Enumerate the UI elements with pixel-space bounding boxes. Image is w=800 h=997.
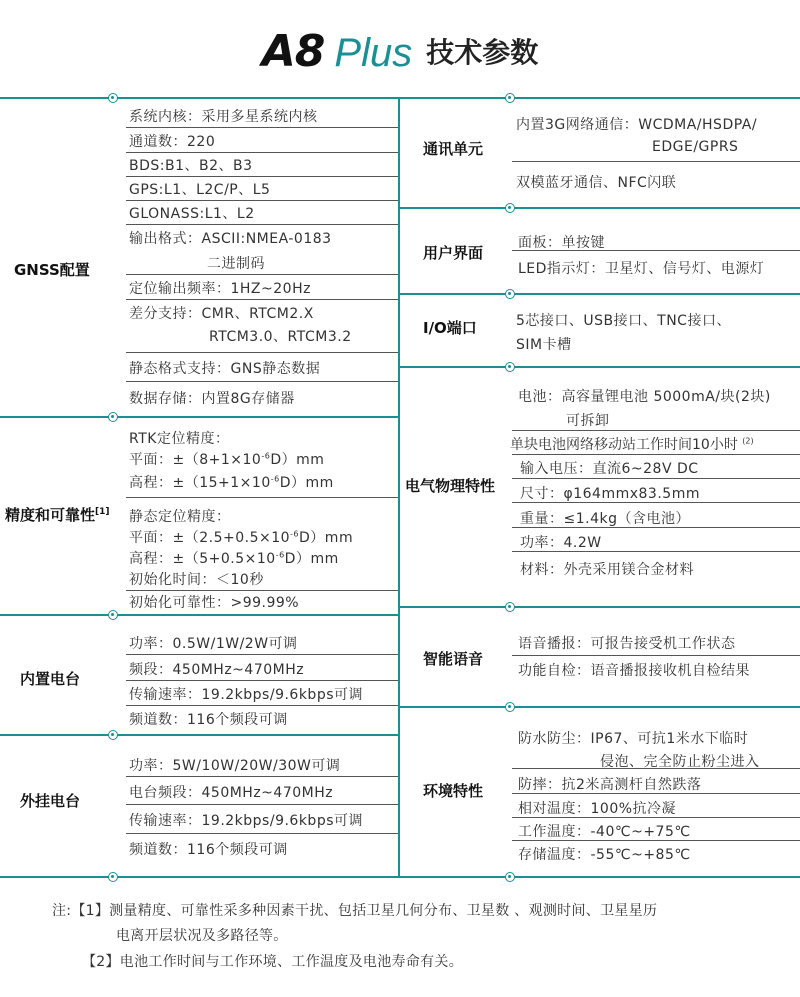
- internal-radio-row: 功率：0.5W/1W/2W可调: [129, 636, 298, 652]
- gnss-row: 二进制码: [207, 256, 265, 272]
- row-separator: [126, 497, 398, 498]
- gnss-row: 静态格式支持：GNS静态数据: [129, 361, 321, 377]
- accuracy-row: 静态定位精度：: [129, 509, 231, 525]
- row-separator: [512, 478, 800, 479]
- accuracy-row: 平面：$\pm(8+1\times 10^{-6}D)mm$: [129, 451, 325, 468]
- comm-row: EDGE/GPRS: [652, 139, 739, 155]
- electrical-row: 功率：4.2W: [520, 535, 602, 551]
- row-separator: [126, 381, 398, 382]
- accuracy-row: 平面：$\pm(2.5+0.5\times 10^{-6}D)mm$: [129, 529, 354, 546]
- model-suffix: Plus: [334, 31, 413, 75]
- row-separator: [126, 274, 398, 275]
- category-voice: 智能语音: [423, 650, 484, 668]
- dot-icon: [108, 412, 118, 422]
- dot-icon: [505, 362, 515, 372]
- divider-top-right: [398, 97, 800, 99]
- category-env: 环境特性: [423, 782, 484, 800]
- category-io: I/O端口: [423, 319, 477, 337]
- row-separator: [512, 454, 800, 455]
- electrical-row: 重量：≤1.4kg（含电池）: [520, 511, 690, 527]
- dot-icon: [505, 872, 515, 882]
- row-separator: [126, 804, 398, 805]
- gnss-row: 通道数：220: [129, 134, 216, 150]
- row-separator: [126, 224, 398, 225]
- row-separator: [512, 161, 800, 162]
- dot-icon: [505, 203, 515, 213]
- ui-row: 面板：单按键: [518, 235, 605, 251]
- dot-icon: [108, 872, 118, 882]
- env-row: 存储温度：-55℃~+85℃: [518, 847, 691, 863]
- row-separator: [126, 299, 398, 300]
- gnss-row: BDS:B1、B2、B3: [129, 158, 253, 174]
- voice-row: 语音播报：可报告接受机工作状态: [518, 636, 736, 652]
- divider-accuracy-radio: [0, 614, 399, 616]
- env-row: 工作温度：-40℃~+75℃: [518, 824, 691, 840]
- voice-row: 功能自检：语音播报接收机自检结果: [518, 663, 750, 679]
- category-electrical: 电气物理特性: [405, 477, 496, 495]
- dot-icon: [505, 702, 515, 712]
- category-accuracy: [5, 504, 110, 525]
- gnss-row: RTCM3.0、RTCM3.2: [209, 329, 352, 345]
- io-row: SIM卡槽: [516, 337, 572, 353]
- ui-row: LED指示灯：卫星灯、信号灯、电源灯: [518, 261, 765, 277]
- dot-icon: [505, 93, 515, 103]
- divider-comm-ui: [398, 207, 800, 209]
- gnss-row: GLONASS:L1、L2: [129, 206, 255, 222]
- divider-bottom-left: [0, 876, 399, 878]
- electrical-row: 可拆卸: [566, 413, 610, 429]
- env-row: 侵泡、完全防止粉尘进入: [600, 754, 760, 770]
- accuracy-row: RTK定位精度：: [129, 431, 230, 447]
- row-separator: [512, 655, 800, 656]
- category-internal-radio: 内置电台: [20, 670, 81, 688]
- row-separator: [126, 705, 398, 706]
- dot-icon: [108, 93, 118, 103]
- divider-gnss-accuracy: [0, 416, 399, 418]
- divider-io-electrical: [398, 366, 800, 368]
- env-row: 防摔：抗2米高测杆自然跌落: [518, 777, 702, 793]
- row-separator: [126, 152, 398, 153]
- electrical-row: 材料：外壳采用镁合金材料: [520, 562, 694, 578]
- dot-icon: [108, 730, 118, 740]
- dot-icon: [505, 602, 515, 612]
- gnss-row: 数据存储：内置8G存储器: [129, 391, 295, 407]
- accuracy-row: 初始化时间：＜10秒: [129, 572, 264, 588]
- gnss-row: 系统内核：采用多星系统内核: [129, 109, 318, 125]
- category-external-radio: 外挂电台: [20, 792, 81, 810]
- accuracy-row: 高程：$\pm(5+0.5\times 10^{-6}D)mm$: [129, 550, 339, 567]
- center-divider: [398, 98, 400, 878]
- row-separator: [126, 200, 398, 201]
- divider-top-left: [0, 97, 399, 99]
- row-separator: [126, 590, 398, 591]
- row-separator: [126, 833, 398, 834]
- model-name: A8: [261, 26, 325, 77]
- divider-electrical-voice: [398, 606, 800, 608]
- row-separator: [126, 127, 398, 128]
- divider-bottom-right: [398, 876, 800, 878]
- dot-icon: [108, 610, 118, 620]
- accuracy-row: 初始化可靠性：>99.99%: [129, 595, 300, 611]
- external-radio-row: 电台频段：450MHz~470MHz: [129, 785, 334, 801]
- env-row: 防水防尘：IP67、可抗1米水下临时: [518, 731, 749, 747]
- category-accuracy-label: 精度和可靠性: [5, 506, 96, 524]
- internal-radio-row: 传输速率：19.2kbps/9.6kbps可调: [129, 687, 364, 703]
- row-separator: [126, 352, 398, 353]
- internal-radio-row: 频段：450MHz~470MHz: [129, 662, 305, 678]
- row-separator: [126, 776, 398, 777]
- comm-row: 双模蓝牙通信、NFC闪联: [516, 175, 677, 191]
- category-comm: 通讯单元: [423, 140, 484, 158]
- divider-ui-io: [398, 293, 800, 295]
- page-subtitle: 技术参数: [426, 36, 539, 69]
- external-radio-row: 功率：5W/10W/20W/30W可调: [129, 758, 341, 774]
- divider-voice-env: [398, 706, 800, 708]
- gnss-row: 差分支持：CMR、RTCM2.X: [129, 306, 314, 322]
- electrical-row: 尺寸：φ164mmx83.5mm: [520, 486, 700, 502]
- external-radio-row: 传输速率：19.2kbps/9.6kbps可调: [129, 813, 364, 829]
- electrical-row: [510, 434, 754, 454]
- row-separator: [126, 176, 398, 177]
- external-radio-row: 频道数：116个频段可调: [129, 842, 288, 858]
- electrical-row-text: 单块电池网络移动站工作时间10小时: [510, 437, 738, 453]
- internal-radio-row: 频道数：116个频段可调: [129, 712, 288, 728]
- accuracy-row: 高程：$\pm(15+1\times 10^{-6}D)mm$: [129, 474, 334, 491]
- io-row: 5芯接口、USB接口、TNC接口、: [516, 313, 731, 329]
- footnote-2: 【2】电池工作时间与工作环境、工作温度及电池寿命有关。: [82, 954, 464, 970]
- footnote-ref-2: (2): [742, 436, 754, 446]
- dot-icon: [505, 289, 515, 299]
- row-separator: [126, 680, 398, 681]
- row-separator: [126, 654, 398, 655]
- footnote-1-cont: 电离开层状况及多路径等。: [116, 928, 288, 944]
- gnss-row: 输出格式：ASCII:NMEA-0183: [129, 231, 332, 247]
- comm-row: 内置3G网络通信：WCDMA/HSDPA/: [516, 117, 758, 133]
- electrical-row: 输入电压：直流6~28V DC: [520, 461, 699, 477]
- category-ui: 用户界面: [423, 244, 484, 262]
- row-separator: [512, 430, 800, 431]
- divider-radio-external: [0, 734, 399, 736]
- footnote-1: 注:【1】测量精度、可靠性采多种因素干扰、包括卫星几何分布、卫星数 、观测时间、卫星星历: [52, 903, 658, 919]
- env-row: 相对温度：100%抗冷凝: [518, 801, 677, 817]
- gnss-row: GPS:L1、L2C/P、L5: [129, 182, 271, 198]
- page-title: [0, 26, 800, 77]
- category-gnss: GNSS配置: [14, 261, 90, 279]
- electrical-row: 电池：高容量锂电池 5000mA/块(2块): [518, 389, 771, 405]
- footnote-ref-1: [1]: [95, 507, 110, 517]
- gnss-row: 定位输出频率：1HZ~20Hz: [129, 281, 311, 297]
